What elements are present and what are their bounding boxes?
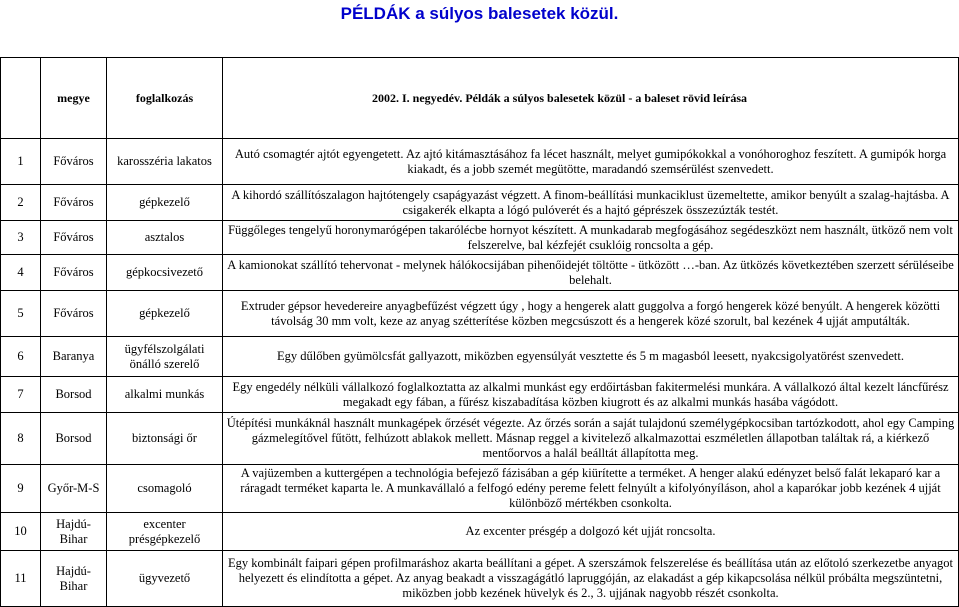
header-occupation: foglalkozás <box>107 58 223 139</box>
table-row <box>1 221 959 255</box>
table-header-row <box>1 58 959 139</box>
row-county: Hajdú-Bihar <box>41 551 107 607</box>
row-occupation: alkalmi munkás <box>107 377 223 413</box>
row-number: 3 <box>1 221 41 255</box>
row-description: A vajüzemben a kuttergépen a technológia befejező fázisában a gép kiürítette a terméket. A henger alakú edényzet belső falát lekaparó kar a ráragadt terméket kaparta le. A munkavállaló a felfogó edény pereme felett felnyúlt a kifolyónyíláson, ahol a kaparókar jobb kezének 4 ujját különböző mértékben csonkolta. <box>223 465 959 513</box>
row-occupation: gépkezelő <box>107 185 223 221</box>
row-county: Borsod <box>41 413 107 465</box>
row-description: Az excenter présgép a dolgozó két ujját roncsolta. <box>223 513 959 551</box>
row-occupation: ügyfélszolgálati önálló szerelő <box>107 337 223 377</box>
row-description: Autó csomagtér ajtót egyengetett. Az ajtó kitámasztásához fa lécet használt, melyet gumipókokkal a vonóhoroghoz feszített. A gumipók horga kiakadt, és a jobb szemét megütötte, maradandó szemsérülést szenvedett. <box>223 139 959 185</box>
row-occupation: csomagoló <box>107 465 223 513</box>
header-number <box>1 58 41 139</box>
row-county: Győr-M-S <box>41 465 107 513</box>
table-row <box>1 377 959 413</box>
row-county: Főváros <box>41 185 107 221</box>
row-number: 10 <box>1 513 41 551</box>
row-occupation: biztonsági őr <box>107 413 223 465</box>
row-description: A kihordó szállítószalagon hajtótengely csapágyazást végzett. A finom-beállítási munkaciklust üzemeltette, amikor benyúlt a szalag-hajtásba. A csigakerék elkapta a lógó pulóverét és a hajtó géprészek összezúzták testét. <box>223 185 959 221</box>
header-county: megye <box>41 58 107 139</box>
row-number: 5 <box>1 291 41 337</box>
table-row <box>1 255 959 291</box>
row-occupation: gépkezelő <box>107 291 223 337</box>
row-county: Főváros <box>41 221 107 255</box>
row-number: 2 <box>1 185 41 221</box>
row-occupation: gépkocsivezető <box>107 255 223 291</box>
table-row <box>1 513 959 551</box>
row-description: Egy kombinált faipari gépen profilmaráshoz akarta beállítani a gépet. A szerszámok felszerelése és beállítása után az előtoló szerkezetbe anyagot helyezett és elindította a gépet. Az anyag beakadt a visszagágátló lapruggóján, az elakadást a gép kikapcsolása nélkül próbálta megszüntetni, miközben jobb kezének hüvelyk és 2., 3. ujjának nagyobb részét csonkolta. <box>223 551 959 607</box>
table-row <box>1 413 959 465</box>
table-row <box>1 185 959 221</box>
row-occupation: asztalos <box>107 221 223 255</box>
page-title: PÉLDÁK a súlyos balesetek közül. <box>340 4 619 23</box>
row-number: 8 <box>1 413 41 465</box>
row-description: Extruder gépsor hevedereire anyagbefűzést végzett úgy , hogy a hengerek alatt guggolva a forgó hengerek közé benyúlt. A hengerek közötti távolság 30 mm volt, keze az anyag szétterítése közben megcsúszott és a hengerek közé szorult, bal kezének 4 ujját amputálták. <box>223 291 959 337</box>
row-county: Borsod <box>41 377 107 413</box>
row-number: 4 <box>1 255 41 291</box>
row-county: Főváros <box>41 139 107 185</box>
table-row <box>1 337 959 377</box>
row-description: Egy dűlőben gyümölcsfát gallyazott, miközben egyensúlyát vesztette és 5 m magasból leesett, nyakcsigolyatörést szenvedett. <box>223 337 959 377</box>
row-county: Baranya <box>41 337 107 377</box>
row-number: 1 <box>1 139 41 185</box>
row-description: A kamionokat szállító tehervonat - melynek hálókocsijában pihenőidejét töltötte - ütközött …-ban. Az ütközés következtében szerzett sérüléseibe belehalt. <box>223 255 959 291</box>
table-row <box>1 139 959 185</box>
row-occupation: karosszéria lakatos <box>107 139 223 185</box>
row-description: Függőleges tengelyű horonymarógépen takarólécbe hornyot készített. A munkadarab megfogásához segédeszközt nem használt, ütköző nem volt felszerelve, bal kézfejét csuklóig roncsolta a gép. <box>223 221 959 255</box>
row-county: Főváros <box>41 291 107 337</box>
table-row <box>1 551 959 607</box>
header-description: 2002. I. negyedév. Példák a súlyos balesetek közül - a baleset rövid leírása <box>223 58 959 139</box>
row-county: Főváros <box>41 255 107 291</box>
row-occupation: ügyvezető <box>107 551 223 607</box>
row-number: 9 <box>1 465 41 513</box>
table-row <box>1 465 959 513</box>
row-description: Útépítési munkáknál használt munkagépek őrzését végezte. Az őrzés során a saját tulajdonú személygépkocsiban tartózkodott, ahol egy Camping gázmelegítővel fűtött, felhúzott ablakok mellett. Másnap reggel a kivitelező alkalmazottai eszméletlen állapotban találtak rá, a kiérkező mentőorvos a halál beálltát állapította meg. <box>223 413 959 465</box>
row-occupation: excenter présgépkezelő <box>107 513 223 551</box>
row-number: 11 <box>1 551 41 607</box>
row-number: 6 <box>1 337 41 377</box>
row-county: Hajdú-Bihar <box>41 513 107 551</box>
accident-table <box>0 57 959 607</box>
row-number: 7 <box>1 377 41 413</box>
table-row <box>1 291 959 337</box>
row-description: Egy engedély nélküli vállalkozó foglalkoztatta az alkalmi munkást egy erdőirtásban fakitermelési munkára. A vállalkozó által kezelt láncfűrész megakadt egy fában, a fűrész kiszabadítása közben kiugrott és az alkalmi munkás hasába vágódott. <box>223 377 959 413</box>
